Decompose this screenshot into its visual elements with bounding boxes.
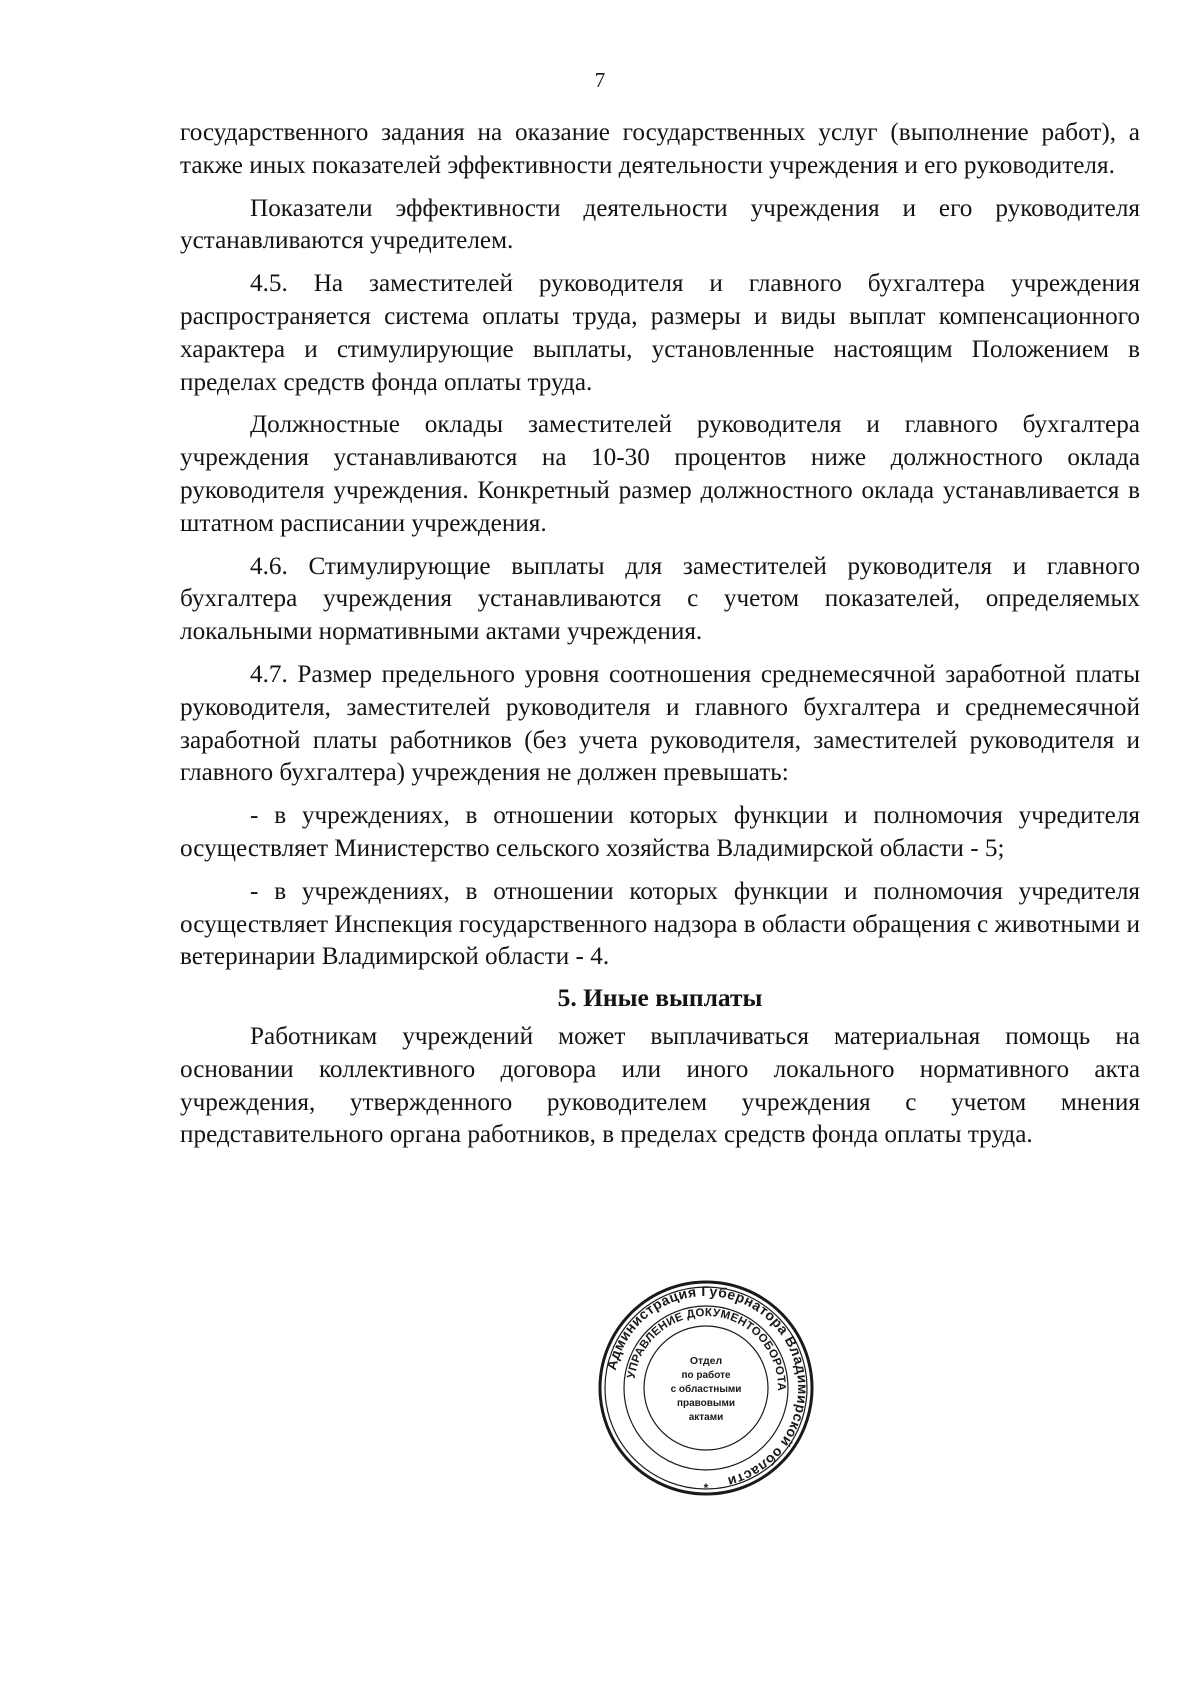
paragraph-official-salaries: Должностные оклады заместителей руководителя и главного бухгалтера учреждения устанавливаются на 10-30 процентов ниже должностного оклада руководителя учреждения. Конкретный размер должностного оклада устанавливается в штатном расписании учреждения. — [180, 411, 1140, 537]
page-number: 7 — [594, 68, 606, 92]
paragraph-4-7: 4.7. Размер предельного уровня соотношения среднемесячной заработной платы руководителя, заместителей руководителя и главного бухгалтера и среднемесячной заработной платы работников (без учета руководителя, заместителей руководителя и главного бухгалтера) учреждения не должен превышать: — [180, 660, 1140, 787]
stamp-center-line-5: актами — [688, 1412, 724, 1423]
stamp-center-line-1: Отдел — [689, 1355, 723, 1367]
paragraph-performance-indicators: Показатели эффективности деятельности учреждения и его руководителя устанавливаются учредителем. — [180, 194, 1140, 255]
paragraph-material-assistance: Работникам учреждений может выплачиваться материальная помощь на основании коллективного договора или иного локального нормативного акта учреждения, утвержденного руководителем учреждения с учетом мнения представительного органа работников, в пределах средств фонда оплаты труда. — [180, 1022, 1140, 1149]
paragraph-continuation: государственного задания на оказание государственных услуг (выполнение работ), а также иных показателей эффективности деятельности учреждения и его руководителя. — [180, 119, 1140, 179]
stamp-center-line-3: с областными — [670, 1384, 742, 1395]
stamp-center-line-4: правовыми — [676, 1398, 736, 1409]
stamp-star-icon: * — [703, 1481, 709, 1495]
paragraph-4-6: 4.6. Стимулирующие выплаты для заместителей руководителя и главного бухгалтера учреждения устанавливаются с учетом показателей, определяемых локальными нормативными актами учреждения. — [180, 552, 1140, 646]
section-heading: 5. Иные выплаты — [557, 983, 763, 1013]
official-stamp — [598, 1280, 814, 1496]
document-body — [180, 117, 1140, 1152]
paragraph-4-5: 4.5. На заместителей руководителя и главного бухгалтера учреждения распространяется система оплаты труда, размеры и виды выплат компенсационного характера и стимулирующие выплаты, установленные настоящим Положением в пределах средств фонда оплаты труда. — [180, 270, 1140, 396]
stamp-seal-graphic — [598, 1280, 814, 1496]
stamp-outer-ring-text: Администрация Губернатора Владимирской области — [602, 1282, 812, 1491]
stamp-center-line-2: по работе — [681, 1370, 731, 1381]
list-item-inspection: - в учреждениях, в отношении которых функции и полномочия учредителя осуществляет Инспекция государственного надзора в области обращения с животными и ветеринарии Владимирской области - 4. — [180, 877, 1140, 971]
stamp-inner-ring-text: УПРАВЛЕНИЕ ДОКУМЕНТООБОРОТА — [625, 1306, 788, 1392]
list-item-ministry: - в учреждениях, в отношении которых функции и полномочия учредителя осуществляет Министерство сельского хозяйства Владимирской области - 5; — [180, 802, 1140, 862]
